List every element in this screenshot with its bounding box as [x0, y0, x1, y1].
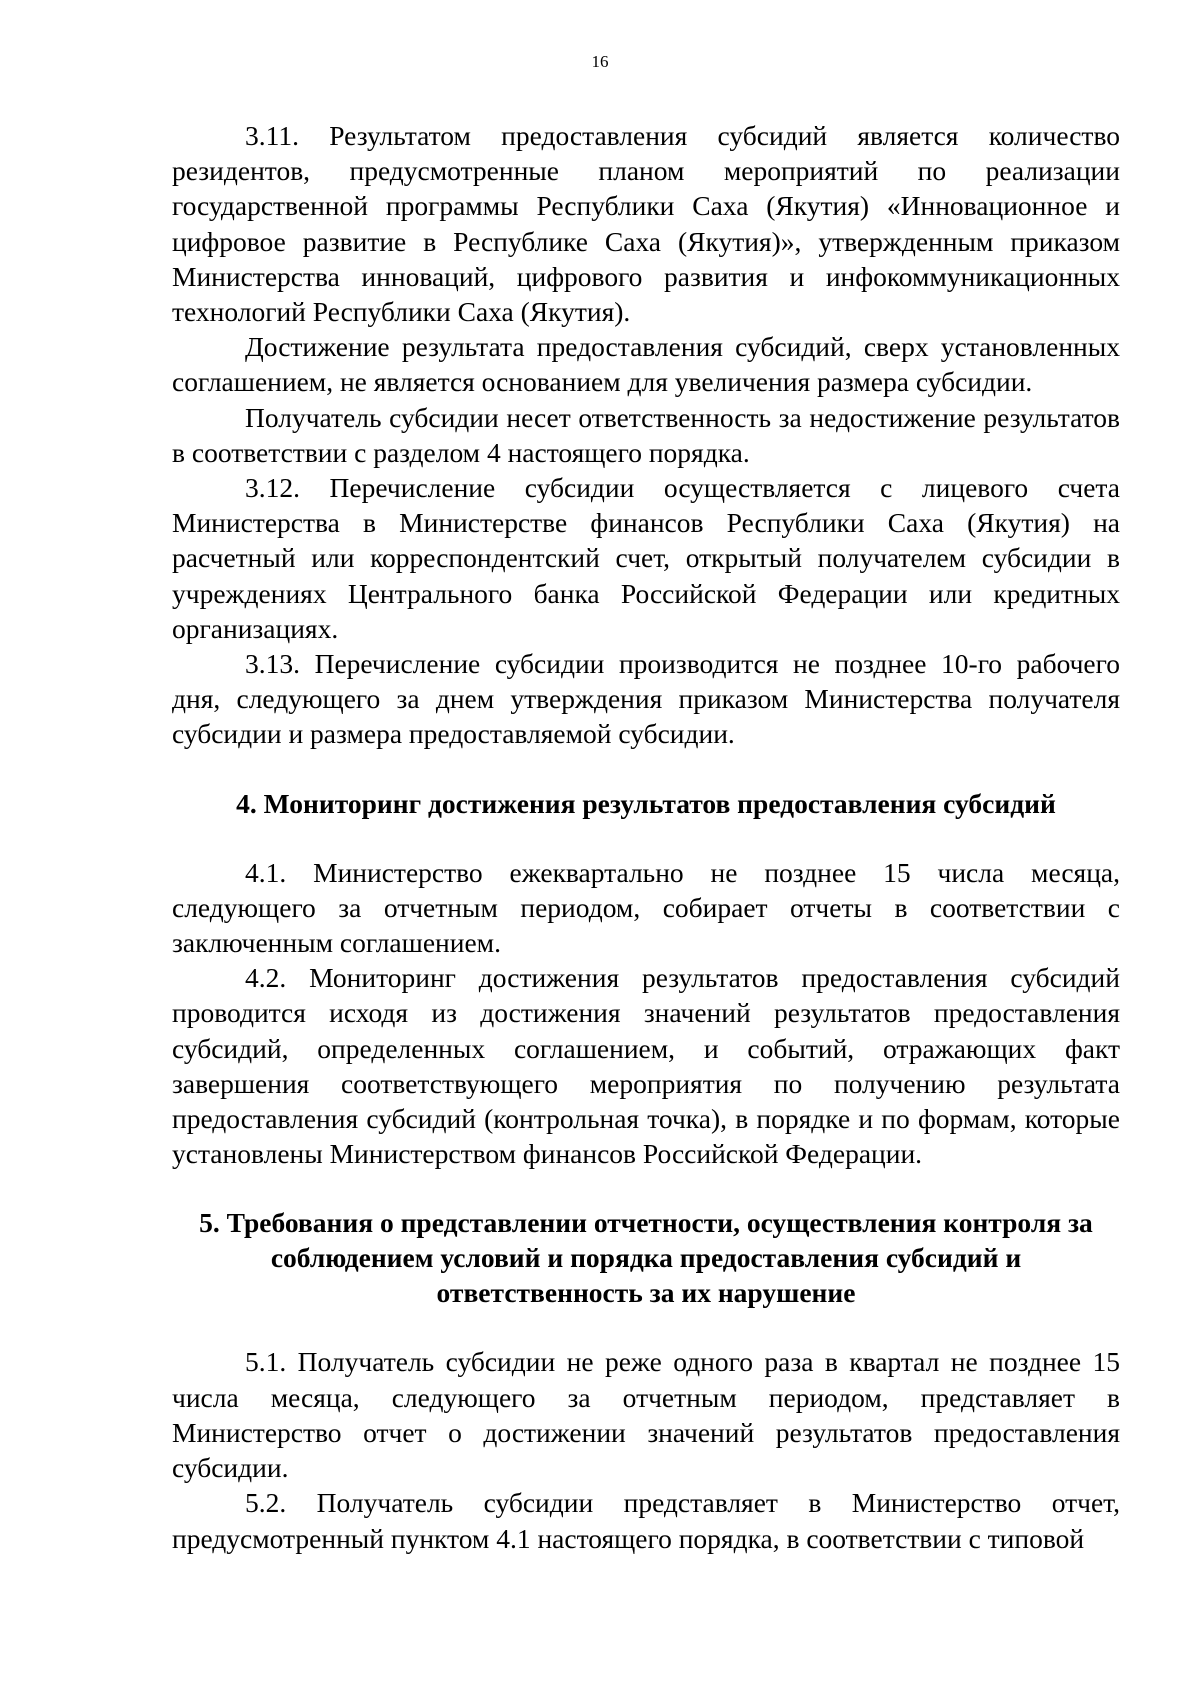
section-5-heading-line-1: 5. Требования о представлении отчетности, осуществления контроля за: [199, 1207, 1093, 1239]
paragraph-3-11: 3.11. Результатом предоставления субсидий является количество резидентов, предусмотренные планом мероприятий по реализации государственной программы Республики Саха (Якутия) «Инновационное и цифровое развитие в Республике Саха (Якутия)», утвержденным приказом Министерства инноваций, цифрового развития и инфокоммуникационных технологий Республики Саха (Якутия).: [172, 120, 1120, 328]
section-5-heading-line-3: ответственность за их нарушение: [436, 1277, 856, 1309]
paragraph-3-13: 3.13. Перечисление субсидии производится не позднее 10-го рабочего дня, следующего за днем утверждения приказом Министерства получателя субсидии и размера предоставляемой субсидии.: [172, 648, 1120, 750]
paragraph-3-12: 3.12. Перечисление субсидии осуществляется с лицевого счета Министерства в Министерстве финансов Республики Саха (Якутия) на расчетный или корреспондентский счет, открытый получателем субсидии в учреждениях Центрального банка Российской Федерации или кредитных организациях.: [172, 472, 1120, 644]
paragraph-recipient-responsibility: Получатель субсидии несет ответственность за недостижение результатов в соответствии с разделом 4 настоящего порядка.: [172, 401, 1120, 468]
paragraph-4-2: 4.2. Мониторинг достижения результатов предоставления субсидий проводится исходя из достижения значений результатов предоставления субсидий, определенных соглашением, и событий, отражающих факт завершения соответствующего мероприятия по получению результата предоставления субсидий (контрольная точка), в порядке и по формам, которые установлены Министерством финансов Российской Федерации.: [172, 962, 1120, 1170]
paragraph-result-achievement: Достижение результата предоставления субсидий, сверх установленных соглашением, не является основанием для увеличения размера субсидии.: [172, 331, 1120, 398]
paragraph-5-2: 5.2. Получатель субсидии представляет в Министерство отчет, предусмотренный пунктом 4.1 настоящего порядка, в соответствии с типовой: [172, 1487, 1120, 1554]
section-4-heading: 4. Мониторинг достижения результатов предоставления субсидий: [236, 787, 1056, 819]
document-body: [172, 118, 1120, 1556]
section-5-heading: [172, 1205, 1120, 1310]
page-number: 16: [591, 52, 609, 71]
paragraph-5-1: 5.1. Получатель субсидии не реже одного раза в квартал не позднее 15 числа месяца, следующего за отчетным периодом, представляет в Министерство отчет о достижении значений результатов предоставления субсидии.: [172, 1346, 1120, 1484]
paragraph-4-1: 4.1. Министерство ежеквартально не позднее 15 числа месяца, следующего за отчетным периодом, собирает отчеты в соответствии с заключенным соглашением.: [172, 856, 1120, 959]
section-5-heading-line-2: соблюдением условий и порядка предоставления субсидий и: [270, 1242, 1022, 1274]
